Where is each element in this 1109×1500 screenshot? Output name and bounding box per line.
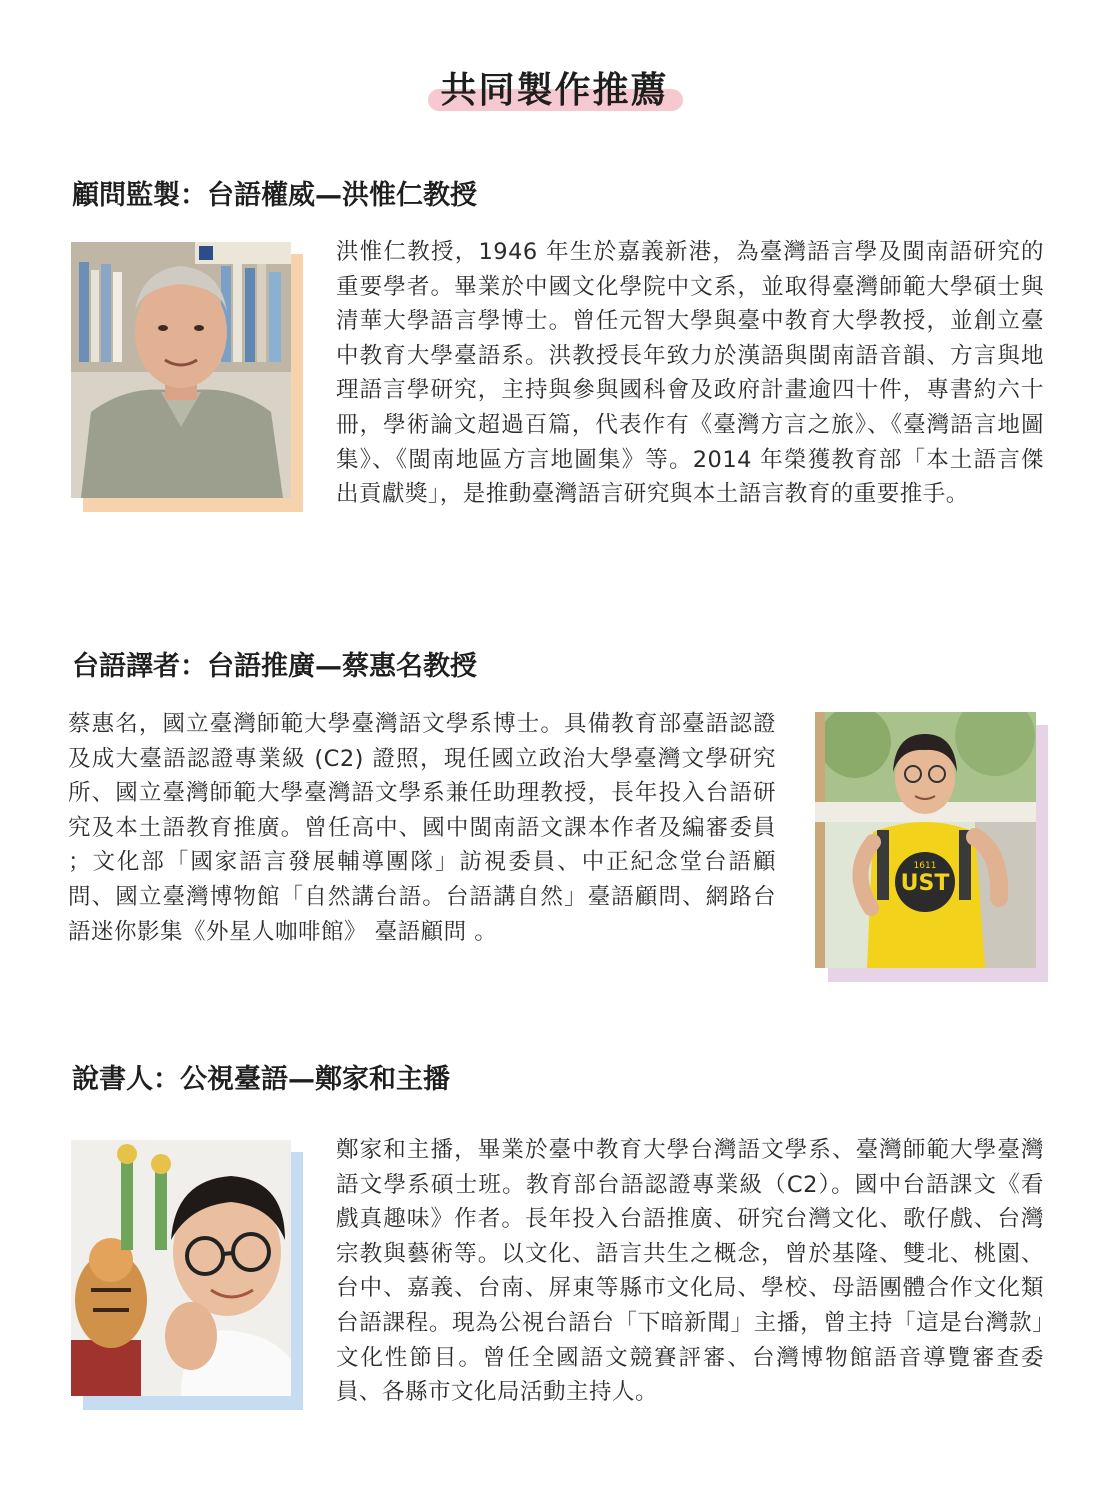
section-heading-narrator: 說書人：公視臺語—鄭家和主播 — [72, 1064, 450, 1095]
narrator-photo — [71, 1140, 291, 1396]
translator-bio: 蔡惠名，國立臺灣師範大學臺灣語文學系博士。具備教育部臺語認證及成大臺語認證專業級 (C2) 證照，現任國立政治大學臺灣文學研究所、國立臺灣師範大學臺灣語文學系兼任助理教授，長年投入台語研究及本土語教育推廣。曾任高中、國中閩南語文課本作者及編審委員 ；文化部「國家語言發展輔導團隊」訪視委員、中正紀念堂台語顧問、國立臺灣博物館「自然講台語。台語講自然」臺語顧問、網路台語迷你影集《外星人咖啡館》 臺語顧問 。 — [68, 711, 776, 945]
shirt-logo-text: UST — [900, 871, 950, 896]
narrator-photo-frame — [71, 1140, 303, 1410]
section-heading-translator: 台語譯者：台語推廣—蔡惠名教授 — [72, 651, 477, 682]
translator-photo — [815, 712, 1036, 968]
narrator-bio: 鄭家和主播，畢業於臺中教育大學台灣語文學系、臺灣師範大學臺灣語文學系碩士班。教育部台語認證專業級（C2）。國中台語課文《看戲真趣味》作者。長年投入台語推廣、研究台灣文化、歌仔戲、台灣宗教與藝術等。以文化、語言共生之概念，曾於基隆、雙北、桃園、台中、嘉義、台南、屏東等縣市文化局、學校、母語團體合作文化類台語課程。現為公視台語台「下暗新聞」主播，曾主持「這是台灣款」文化性節目。曾任全國語文競賽評審、台灣博物館語音導覽審查委員、各縣市文化局活動主持人。 — [336, 1137, 1044, 1406]
section-heading-advisor: 顧問監製：台語權威—洪惟仁教授 — [72, 180, 477, 211]
page-title-text: 共同製作推薦 — [440, 70, 669, 111]
shirt-logo-number: 1611 — [913, 861, 937, 871]
translator-photo-frame — [815, 712, 1048, 982]
advisor-photo-frame — [71, 242, 303, 512]
advisor-photo — [71, 242, 291, 498]
page-title — [0, 62, 1109, 113]
advisor-bio: 洪惟仁教授，1946 年生於嘉義新港，為臺灣語言學及閩南語研究的重要學者。畢業於中國文化學院中文系，並取得臺灣師範大學碩士與清華大學語言學博士。曾任元智大學與臺中教育大學教授，並創立臺中教育大學臺語系。洪教授長年致力於漢語與閩南語音韻、方言與地理語言學研究，主持與參與國科會及政府計畫逾四十件，專書約六十冊，學術論文超過百篇，代表作有《臺灣方言之旅》、《臺灣語言地圖集》、《閩南地區方言地圖集》等。2014 年榮獲教育部「本土語言傑出貢獻獎」，是推動臺灣語言研究與本土語言教育的重要推手。 — [336, 239, 1044, 508]
